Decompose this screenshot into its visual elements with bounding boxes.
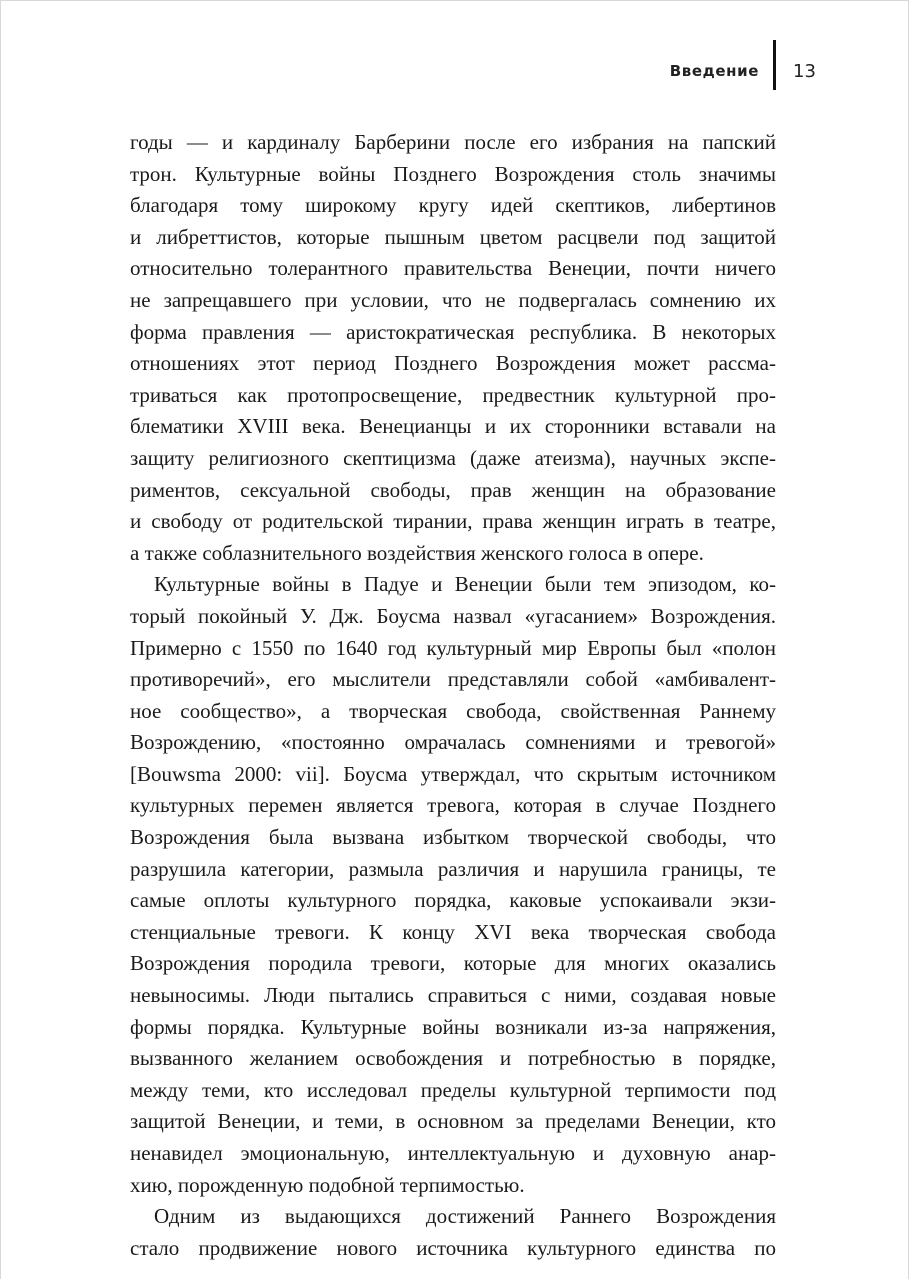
text-line: стенциальные тревоги. К концу XVI века творческая свобода [130, 919, 776, 944]
text-line: относительно толерантного правительства Венеции, почти ничего [130, 256, 776, 281]
text-line: культурных перемен является тревога, которая в случае Позднего [130, 793, 776, 818]
text-line: Возрождения была вызвана избытком творческой свободы, что [130, 825, 776, 850]
text-line: годы — и кардиналу Барберини после его избрания на папский [130, 130, 776, 154]
text-line: формы порядка. Культурные войны возникали из-за напряжения, [130, 1014, 776, 1039]
text-line: и свободу от родительской тирании, права женщин играть в театре, [130, 509, 776, 534]
text-line: защитой Венеции, и теми, в основном за пределами Венеции, кто [130, 1109, 776, 1134]
text-line: между теми, кто исследовал пределы культурной терпимости под [130, 1077, 776, 1102]
text-line: триваться как протопросвещение, предвестник культурной про- [130, 382, 776, 407]
text-line: стало продвижение нового источника культурного единства по [130, 1235, 776, 1260]
text-line: отношениях этот период Позднего Возрождения может рассма- [130, 351, 776, 376]
text-line: блематики XVIII века. Венецианцы и их сторонники вставали на [130, 414, 776, 439]
text-line: торый покойный У. Дж. Боусма назвал «угасанием» Возрождения. [130, 603, 776, 628]
paragraph [130, 127, 776, 569]
text-line: а также соблазнительного воздействия женского голоса в опере. [130, 540, 704, 565]
text-line: противоречий», его мыслители представляли собой «амбивалент- [130, 667, 776, 692]
text-line: хию, порожденную подобной терпимостью. [130, 1172, 525, 1197]
text-line: разрушила категории, размыла различия и нарушила границы, те [130, 856, 776, 881]
text-line: ненавидел эмоциональную, интеллектуальную и духовную анар- [130, 1141, 776, 1165]
paragraph [130, 1201, 776, 1264]
text-line: благодаря тому широкому кругу идей скептиков, либертинов [130, 193, 776, 218]
body-text [130, 127, 776, 1264]
text-line: трон. Культурные войны Позднего Возрождения столь значимы [130, 161, 776, 186]
text-line: самые оплоты культурного порядка, каковые успокаивали экзи- [130, 888, 776, 913]
text-line: защиту религиозного скептицизма (даже атеизма), научных экспе- [130, 445, 776, 470]
text-line: ное сообщество», а творческая свобода, свойственная Раннему [130, 698, 776, 723]
text-line: форма правления — аристократическая республика. В некоторых [130, 319, 776, 344]
text-line: Одним из выдающихся достижений Раннего Возрождения [154, 1204, 776, 1229]
text-line: невыносимы. Люди пытались справиться с ними, создавая новые [130, 983, 776, 1008]
text-line: Культурные войны в Падуе и Венеции были тем эпизодом, ко- [154, 572, 776, 597]
text-line: Возрождению, «постоянно омрачалась сомнениями и тревогой» [130, 730, 776, 755]
text-line: Возрождения породила тревоги, которые для многих оказались [130, 951, 776, 976]
text-line: вызванного желанием освобождения и потребностью в порядке, [130, 1046, 776, 1071]
text-line: Примерно с 1550 по 1640 год культурный мир Европы был «полон [130, 635, 776, 660]
running-head [0, 60, 909, 90]
text-line: риментов, сексуальной свободы, прав женщин на образование [130, 477, 776, 502]
header-divider [773, 40, 776, 90]
paragraph [130, 569, 776, 1201]
page-number: 13 [793, 61, 816, 82]
text-line: не запрещавшего при условии, что не подвергалась сомнению их [130, 287, 776, 312]
text-line: [Bouwsma 2000: vii]. Боусма утверждал, что скрытым источником [130, 761, 776, 786]
text-line: и либреттистов, которые пышным цветом расцвели под защитой [130, 224, 776, 249]
section-title: Введение [669, 62, 759, 80]
